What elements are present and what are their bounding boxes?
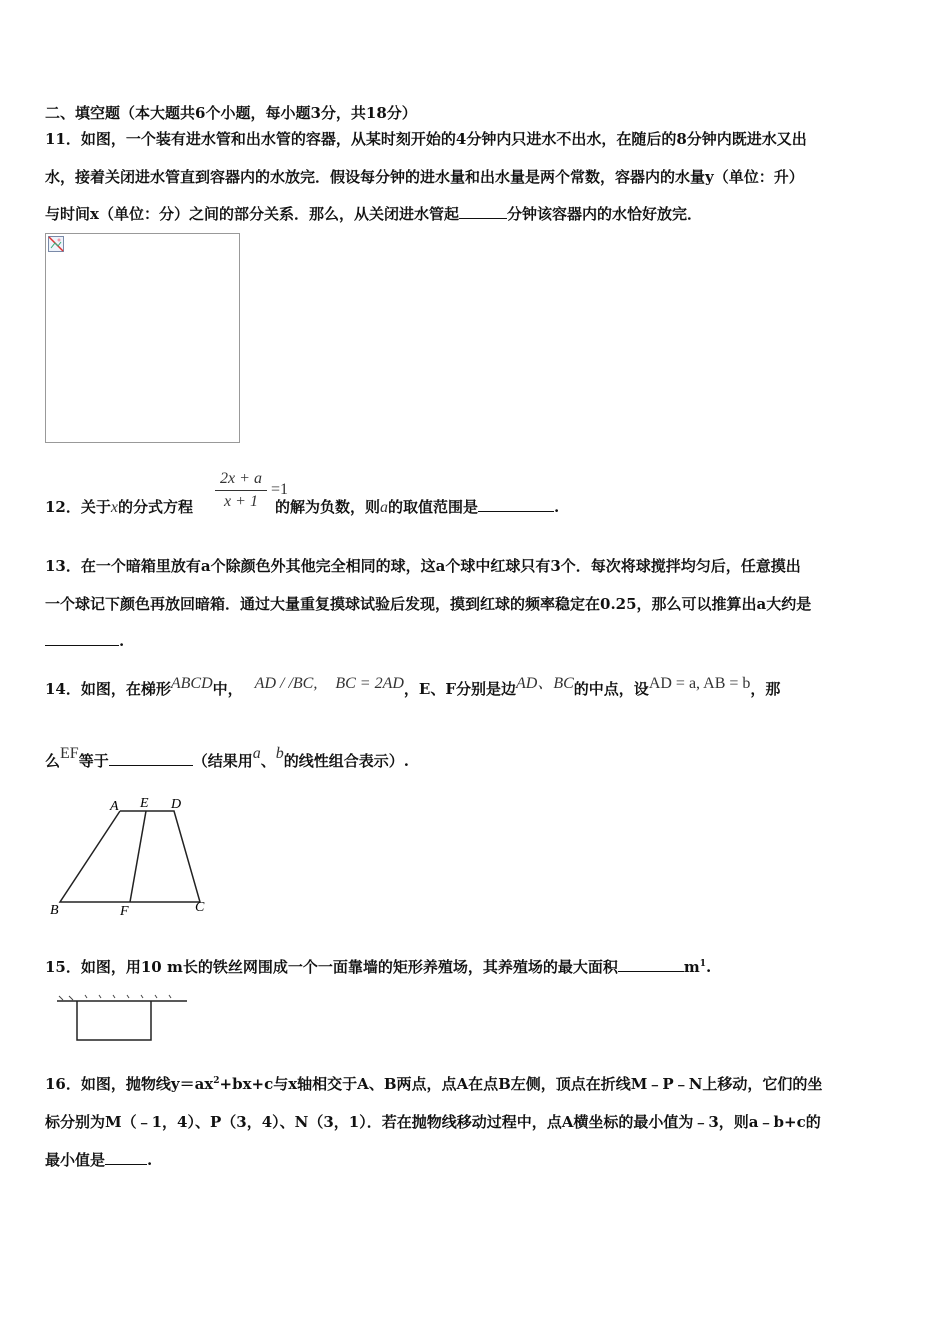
q14-line2: [45, 745, 409, 771]
answer-blank: [109, 751, 193, 766]
q14-zhong: 中，: [212, 680, 243, 698]
label-f: F: [120, 904, 129, 919]
label-e: E: [140, 796, 149, 811]
answer-blank: [105, 1150, 147, 1165]
q16-line3: [45, 1149, 152, 1170]
q14-line2a: 么: [45, 752, 61, 770]
q15-sup: 1: [699, 959, 706, 969]
condition-length: BC = 2AD: [335, 675, 404, 692]
q11-line3-text: 与时间x（单位：分）之间的部分关系．那么，从关闭进水管起: [45, 205, 459, 223]
broken-image-icon: [48, 236, 64, 252]
q14-line2b: 等于: [78, 752, 109, 770]
q15-line: [45, 956, 711, 977]
label-d: D: [171, 797, 182, 812]
trapezoid-figure: [40, 790, 220, 920]
wall-hatching: [59, 995, 171, 1000]
vector-b: b: [275, 745, 284, 762]
q15-unit: m: [683, 958, 700, 976]
q11-line3-tail: 分钟该容器内的水恰好放完．: [506, 205, 702, 223]
q14-mid: ，E、F分别是边: [403, 680, 517, 698]
fence-rectangle: [77, 1001, 151, 1040]
var-a: a: [380, 499, 389, 516]
q11-line1: 11．如图，一个装有进水管和出水管的容器，从某时刻开始的4分钟内只进水不出水，在随后的8分钟内既进水又出: [45, 130, 807, 148]
var-x: x: [110, 499, 118, 516]
q16-line1: [45, 1073, 822, 1094]
q12-tail: 的取值范围是: [388, 498, 479, 516]
label-c: C: [195, 900, 205, 915]
q13-end: .: [119, 632, 125, 650]
edges: AD、BC: [516, 675, 574, 692]
q16-line1b: +bx+c与x轴相交于A、B两点，点A在点B左侧，顶点在折线M﹣P﹣N上移动，它们的坐: [219, 1075, 823, 1093]
answer-blank: [45, 631, 119, 646]
q16-line1a: 16．如图，抛物线y＝ax: [45, 1075, 214, 1093]
fraction-denominator: x + 1: [224, 493, 258, 510]
q12-prefix: 12．关于: [45, 498, 111, 516]
q14-line2d: 的线性组合表示）.: [283, 752, 409, 770]
answer-blank: [459, 204, 507, 219]
broken-image-placeholder: [45, 233, 240, 443]
fraction-numerator: 2x + a: [215, 470, 267, 491]
q16-line2: 标分别为M（﹣1，4）、P（3，4）、N（3，1）．若在抛物线移动过程中，点A横坐标的最小值为﹣3，则a﹣b+c的: [45, 1113, 821, 1131]
q14-prefix: 14．如图，在梯形: [45, 680, 171, 698]
q16-end: .: [147, 1151, 153, 1169]
wall-rectangle-figure: [55, 990, 195, 1046]
vector-ef: EF: [60, 745, 79, 762]
q12-after: 的解为负数，则: [275, 498, 381, 516]
q11-line2: 水，接着关闭进水管直到容器内的水放完．假设每分钟的进水量和出水量是两个常数，容器内的水量y（单位：升）: [45, 168, 804, 186]
q16-sup: 2: [213, 1076, 220, 1086]
q15-text: 15．如图，用10 m长的铁丝网围成一个一面靠墙的矩形养殖场，其养殖场的最大面积: [45, 958, 618, 976]
q13-line2: 一个球记下颜色再放回暗箱．通过大量重复摸球试验后发现，摸到红球的频率稳定在0.25，那么可以推算出a大约是: [45, 595, 812, 613]
label-b: B: [50, 903, 59, 918]
q13-line1: 13．在一个暗箱里放有a个除颜色外其他完全相同的球，这a个球中红球只有3个．每次将球搅拌均匀后，任意摸出: [45, 557, 801, 575]
q16-line3-text: 最小值是: [45, 1151, 106, 1169]
q13-line3: [45, 631, 124, 650]
q14-line2c: （结果用: [192, 752, 253, 770]
q11-line3: [45, 203, 702, 224]
q15-end: .: [706, 958, 712, 976]
answer-blank: [618, 957, 684, 972]
q14-na: ，那: [750, 680, 781, 698]
q14-dun: 、: [260, 752, 276, 770]
answer-blank: [478, 497, 554, 512]
q12-end: .: [554, 498, 560, 516]
trapezoid-name: ABCD: [170, 675, 213, 692]
section-title: 二、填空题（本大题共6个小题，每小题3分，共18分）: [45, 104, 417, 122]
q14-mid2: 的中点，设: [573, 680, 649, 698]
vector-a: a: [252, 745, 261, 762]
segment-ef: [130, 811, 146, 902]
label-a: A: [110, 799, 119, 814]
q14-line1: [45, 676, 780, 699]
vector-definitions: AD = a, AB = b: [648, 675, 751, 692]
condition-parallel: AD / /BC,: [254, 675, 318, 692]
q12-mid: 的分式方程: [117, 498, 193, 516]
q12-line: [45, 496, 559, 517]
fraction-equals: =1: [271, 481, 289, 498]
trapezoid-outline: [60, 811, 200, 902]
